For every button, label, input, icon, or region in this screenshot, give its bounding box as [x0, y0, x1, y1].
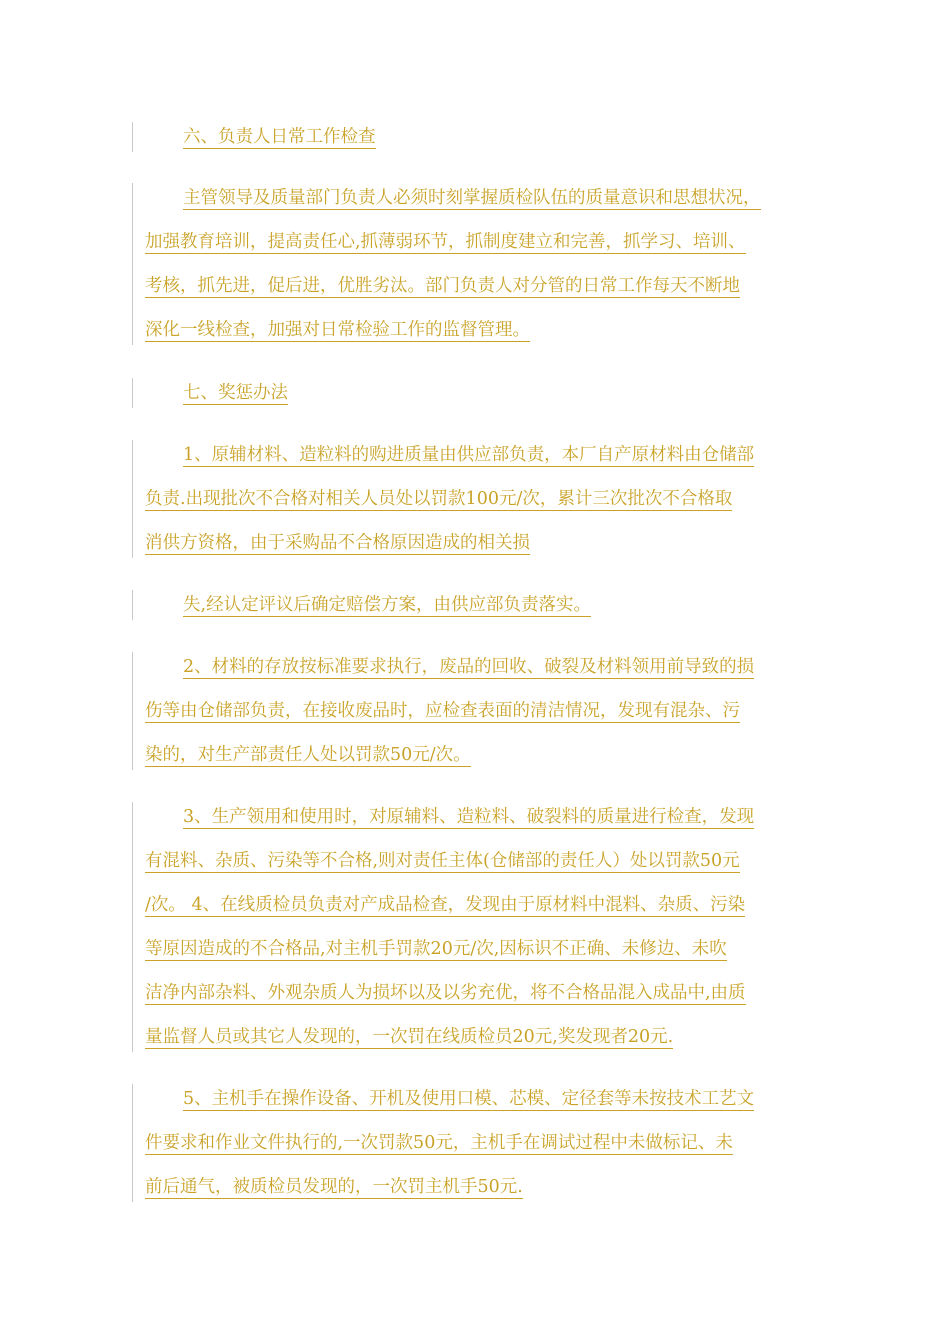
section-heading-seven	[132, 378, 823, 408]
paragraph-line: 失,经认定评议后确定赔偿方案，由供应部负责落实。	[183, 595, 592, 615]
paragraph-item-5	[132, 1084, 823, 1202]
paragraph-item-2	[132, 652, 823, 770]
paragraph-daily-inspection	[132, 183, 823, 345]
paragraph-item-3-4	[132, 802, 823, 1052]
paragraph-line: 1、原辅材料、造粒料的购进质量由供应部负责，本厂自产原材料由仓储部	[183, 445, 755, 465]
paragraph-line: 考核，抓先进，促后进，优胜劣汰。部门负责人对分管的日常工作每天不断地	[145, 276, 740, 296]
paragraph-line: 消供方资格，由于采购品不合格原因造成的相关损	[145, 533, 530, 553]
paragraph-item-1	[132, 440, 823, 558]
paragraph-item-1-continued	[132, 590, 823, 620]
section-heading-seven-title: 七、奖惩办法	[183, 383, 288, 403]
paragraph-line: 量监督人员或其它人发现的，一次罚在线质检员20元,奖发现者20元.	[145, 1027, 674, 1047]
paragraph-line: 5、主机手在操作设备、开机及使用口模、芯模、定径套等未按技术工艺文	[183, 1089, 755, 1109]
paragraph-line: 洁净内部杂料、外观杂质人为损坏以及以劣充优，将不合格品混入成品中,由质	[145, 983, 746, 1003]
paragraph-line: 2、材料的存放按标准要求执行，废品的回收、破裂及材料领用前导致的损	[183, 657, 755, 677]
paragraph-line: 深化一线检查，加强对日常检验工作的监督管理。	[145, 320, 530, 340]
paragraph-line: 加强教育培训，提高责任心,抓薄弱环节，抓制度建立和完善，抓学习、培训、	[145, 232, 746, 252]
paragraph-line: 件要求和作业文件执行的,一次罚款50元，主机手在调试过程中未做标记、未	[145, 1133, 733, 1153]
paragraph-line: 负责.出现批次不合格对相关人员处以罚款100元/次，累计三次批次不合格取	[145, 489, 733, 509]
paragraph-line: 前后通气，被质检员发现的，一次罚主机手50元.	[145, 1177, 523, 1197]
paragraph-line: 有混料、杂质、污染等不合格,则对责任主体(仓储部的责任人）处以罚款50元	[145, 851, 740, 871]
paragraph-line: 等原因造成的不合格品,对主机手罚款20元/次,因标识不正确、未修边、未吹	[145, 939, 727, 959]
paragraph-line: 伤等由仓储部负责，在接收废品时，应检查表面的清洁情况，发现有混杂、污	[145, 701, 740, 721]
paragraph-line: 染的，对生产部责任人处以罚款50元/次。	[145, 745, 471, 765]
section-heading-six	[132, 122, 823, 152]
section-heading-six-title: 六、负责人日常工作检查	[183, 127, 376, 147]
paragraph-line: 3、生产领用和使用时，对原辅料、造粒料、破裂料的质量进行检查，发现	[183, 807, 755, 827]
paragraph-line: /次。 4、在线质检员负责对产成品检查，发现由于原材料中混料、杂质、污染	[145, 895, 746, 915]
paragraph-line: 主管领导及质量部门负责人必须时刻掌握质检队伍的质量意识和思想状况，	[183, 188, 761, 208]
